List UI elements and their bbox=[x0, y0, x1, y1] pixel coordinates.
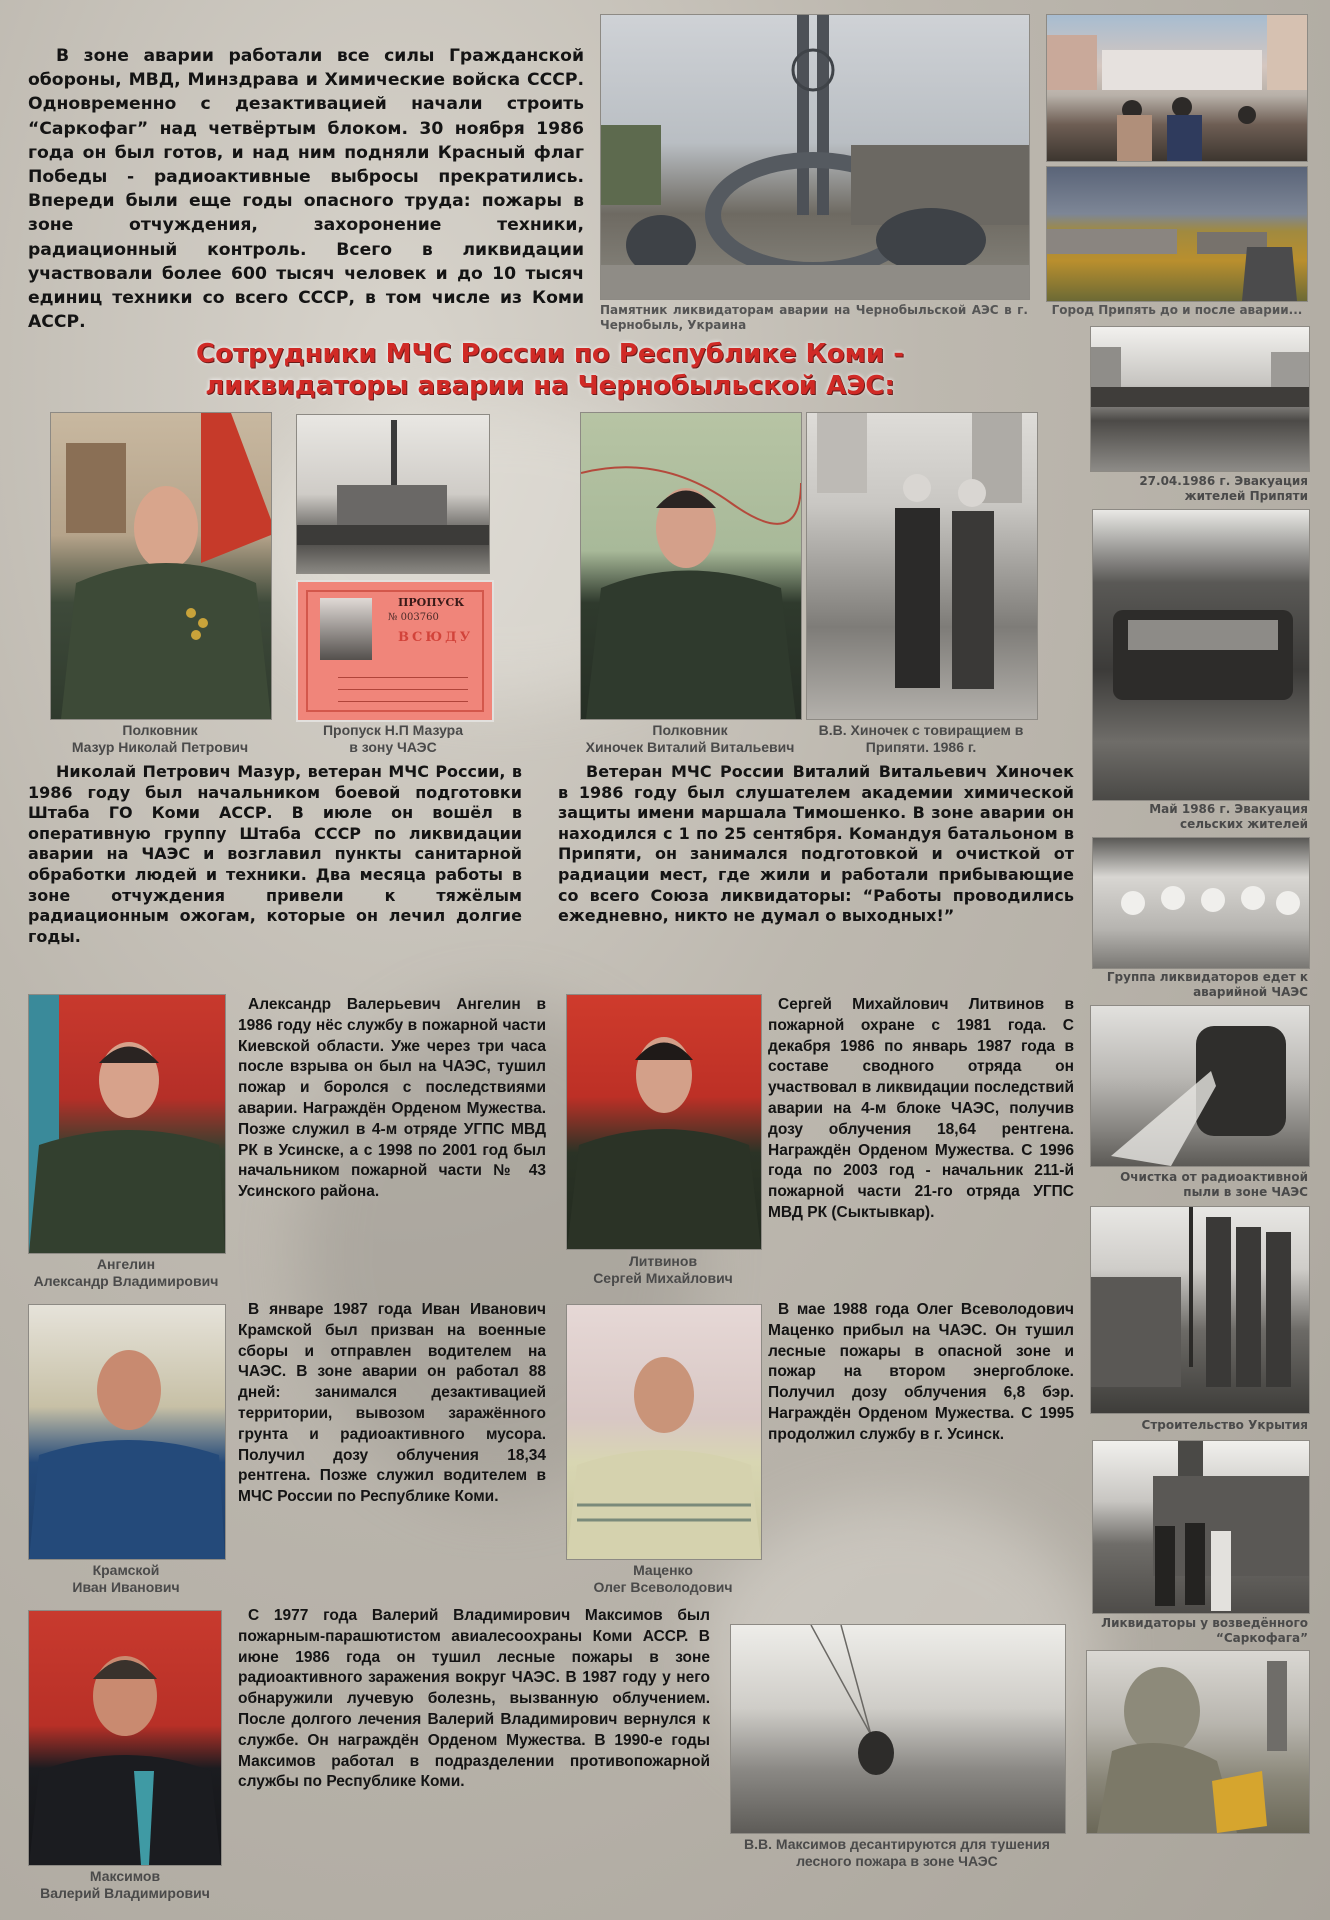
khinochek-comrade-photo bbox=[806, 412, 1038, 720]
parachute-caption-line-1: В.В. Максимов десантируются для тушения bbox=[744, 1836, 1050, 1852]
pripyat-aerial-illustration bbox=[1047, 167, 1307, 301]
mazur-rank: Полковник bbox=[122, 722, 198, 738]
pass-caption-line-1: Пропуск Н.П Мазура bbox=[322, 722, 464, 738]
gasmask-illustration bbox=[1087, 1651, 1309, 1833]
litvinov-name: Сергей Михайлович bbox=[593, 1270, 733, 1286]
khinochek-caption bbox=[580, 722, 800, 756]
parachute-caption-line-2: лесного пожара в зоне ЧАЭС bbox=[796, 1853, 998, 1869]
mazur-name: Мазур Николай Петрович bbox=[71, 739, 249, 755]
side-caption-1: 27.04.1986 г. Эвакуация жителей Припяти bbox=[1139, 474, 1308, 503]
kramskoy-surname: Крамской bbox=[92, 1562, 160, 1578]
section-title bbox=[150, 338, 950, 402]
khinochek-portrait bbox=[580, 412, 802, 720]
intro-paragraph bbox=[28, 44, 584, 334]
litvinov-surname: Литвинов bbox=[628, 1253, 698, 1269]
side-photo-sarcophagus bbox=[1092, 1440, 1310, 1614]
maksimov-caption bbox=[20, 1868, 230, 1902]
litvinov-bio-text: Сергей Михайлович Литвинов в пожарной охране с 1981 года. С декабря 1986 по январь 1987 года в составе сводного отряда он участвовал в ликвидации последствий аварии на 4-м блоке ЧАЭС, получив дозу облучения 18,64 рентгена. Награждён Орденом Мужества. С 1996 года по 2003 год - начальник 211-й пожарной части 21-го отряда УГПС МВД РК (Сыктывкар). bbox=[768, 996, 1074, 1221]
evacuation-illustration bbox=[1091, 327, 1309, 471]
khinochek-name: Хиночек Виталий Витальевич bbox=[585, 739, 795, 755]
kramskoy-bio-text: В январе 1987 года Иван Иванович Крамской был призван на военные сборы и отправлен водителем на ЧАЭС. В зоне аварии он работал 88 дней: занимался дезактивацией территории, вывозом заражённого грунта и радиоактивного мусора. Получил дозу облучения 18,34 рентгена. Позже служил водителем в МЧС России по Республике Коми. bbox=[238, 1301, 546, 1506]
angelin-illustration bbox=[29, 995, 225, 1253]
side-photo-rural-evacuation bbox=[1092, 509, 1310, 801]
matsenko-illustration bbox=[567, 1305, 761, 1559]
side-caption-5: Строительство Укрытия bbox=[1141, 1418, 1308, 1432]
parachute-caption bbox=[720, 1836, 1074, 1870]
matsenko-bio-text: В мае 1988 года Олег Всеволодович Маценко прибыл на ЧАЭС. Он тушил лесные пожары в опасной зоне и пожар на втором энергоблоке. Получил дозу облучения 6,8 бэр. Награждён Орденом Мужества. С 1995 продолжил службу в г. Усинск. bbox=[768, 1301, 1074, 1443]
side-caption-3: Группа ликвидаторов едет к аварийной ЧАЭС bbox=[1106, 970, 1308, 999]
litvinov-portrait bbox=[566, 994, 762, 1250]
pripyat-caption: Город Припять до и после аварии... bbox=[1051, 303, 1303, 317]
khinochek-comrade-caption bbox=[806, 722, 1036, 756]
matsenko-surname: Маценко bbox=[633, 1562, 693, 1578]
pass-photo bbox=[320, 598, 372, 660]
mazur-bio bbox=[28, 762, 522, 947]
mazur-caption bbox=[50, 722, 270, 756]
sarcophagus-illustration bbox=[1093, 1441, 1309, 1613]
matsenko-name: Олег Всеволодович bbox=[593, 1579, 733, 1595]
pripyat-after-photo bbox=[1046, 166, 1308, 302]
kramskoy-portrait bbox=[28, 1304, 226, 1560]
side-caption-6: Ликвидаторы у возведённого “Саркофага” bbox=[1101, 1616, 1308, 1645]
kramskoy-illustration bbox=[29, 1305, 225, 1559]
comrade-caption-line-2: Припяти. 1986 г. bbox=[865, 739, 977, 755]
parachutist-illustration bbox=[731, 1625, 1065, 1833]
khinochek-bio bbox=[558, 762, 1074, 927]
intro-text: В зоне аварии работали все силы Гражданской обороны, МВД, Минздрава и Химические войска СССР. Одновременно с дезактивацией начали строить “Саркофаг” над четвёртым блоком. 30 ноября 1986 года он был готов, и над ним подняли Красный флаг Победы - радиоактивные выбросы прекратились. Впереди были еще годы опасного труда: пожары в зоне отчуждения, захоронение техники, радиационный контроль. Всего в ликвидации участвовали более 600 тысяч человек и до 10 тысяч единиц техники со всего СССР, в том числе из Коми АССР. bbox=[28, 46, 584, 333]
litvinov-caption bbox=[560, 1253, 766, 1287]
khinochek-illustration bbox=[581, 413, 801, 719]
bus-illustration bbox=[1093, 510, 1309, 800]
pass-stamp: ВСЮДУ bbox=[398, 630, 474, 645]
reactor-illustration bbox=[297, 415, 489, 573]
side-photo-evacuation-pripyat bbox=[1090, 326, 1310, 472]
maksimov-surname: Максимов bbox=[89, 1868, 161, 1884]
liquidators-group-illustration bbox=[1093, 838, 1309, 968]
mazur-portrait bbox=[50, 412, 272, 720]
litvinov-bio bbox=[768, 995, 1074, 1224]
maksimov-bio bbox=[238, 1606, 710, 1793]
side-photo-gasmask bbox=[1086, 1650, 1310, 1834]
monument-photo bbox=[600, 14, 1030, 300]
maksimov-name: Валерий Владимирович bbox=[40, 1885, 210, 1901]
pass-card bbox=[296, 580, 494, 722]
pass-caption bbox=[296, 722, 490, 756]
matsenko-caption bbox=[560, 1562, 766, 1596]
angelin-bio bbox=[238, 995, 546, 1203]
monument-caption: Памятник ликвидаторам аварии на Чернобыльской АЭС в г. Чернобыль, Украина bbox=[600, 303, 1028, 332]
khinochek-bio-text: Ветеран МЧС России Виталий Витальевич Хиночек в 1986 году был слушателем академии химической защиты имени маршала Тимошенко. В зоне аварии он находился с 1 по 25 сентября. Командуя батальоном в Припяти, он занимался подготовкой и очисткой от радиации мест, где жили и работали прибывающие со всего Союза ликвидаторы: “Работы проводились ежедневно, никто не думал о выходных!” bbox=[558, 762, 1074, 926]
matsenko-bio bbox=[768, 1300, 1074, 1446]
mazur-bio-text: Николай Петрович Мазур, ветеран МЧС России, в 1986 году был начальником боевой подготовки Штаба ГО Коми АССР. В июле он вошёл в оперативную группу Штаба СССР по ликвидации аварии на ЧАЭС и возглавил пункты санитарной обработки людей и техники. Два месяца работы в зоне отчуждения привели к тяжёлым радиационным ожогам, которые он лечил долгие годы. bbox=[28, 762, 522, 946]
angelin-name: Александр Владимирович bbox=[33, 1273, 219, 1289]
side-caption-4: Очистка от радиоактивной пыли в зоне ЧАЭС bbox=[1120, 1170, 1308, 1199]
truck-spray-illustration bbox=[1091, 1006, 1309, 1166]
side-photo-liquidators-bus bbox=[1092, 837, 1310, 969]
side-photo-decontamination bbox=[1090, 1005, 1310, 1167]
matsenko-portrait bbox=[566, 1304, 762, 1560]
maksimov-illustration bbox=[29, 1611, 221, 1865]
angelin-portrait bbox=[28, 994, 226, 1254]
angelin-surname: Ангелин bbox=[96, 1256, 156, 1272]
maksimov-bio-text: С 1977 года Валерий Владимирович Максимов был пожарным-парашютистом авиалесоохраны Коми АССР. В июне 1986 года он тушил лесные пожары в зоне радиоактивного заражения вокруг ЧАЭС. В 1987 году у него обнаружили лучевую болезнь, вызванную облучением. После долгого лечения Валерий Владимирович вернулся к службе. Он награждён Орденом Мужества. В 1990-е годы Максимов работал в подразделении противопожарной службы по Республике Коми. bbox=[238, 1607, 710, 1791]
maksimov-portrait bbox=[28, 1610, 222, 1866]
litvinov-illustration bbox=[567, 995, 761, 1249]
kramskoy-caption bbox=[28, 1562, 224, 1596]
parachute-photo bbox=[730, 1624, 1066, 1834]
title-line-1: Сотрудники МЧС России по Республике Коми - bbox=[196, 339, 904, 369]
angelin-caption bbox=[20, 1256, 232, 1290]
kramskoy-name: Иван Иванович bbox=[72, 1579, 180, 1595]
pass-caption-line-2: в зону ЧАЭС bbox=[349, 739, 437, 755]
pripyat-before-photo bbox=[1046, 14, 1308, 162]
monument-illustration bbox=[601, 15, 1029, 299]
comrade-caption-line-1: В.В. Хиночек с товиращием в bbox=[818, 722, 1024, 738]
title-line-2: ликвидаторы аварии на Чернобыльской АЭС: bbox=[205, 371, 895, 401]
pass-number: № 003760 bbox=[388, 612, 439, 623]
side-caption-2: Май 1986 г. Эвакуация сельских жителей bbox=[1149, 802, 1308, 831]
kramskoy-bio bbox=[238, 1300, 546, 1508]
side-photo-shelter-construction bbox=[1090, 1206, 1310, 1414]
khinochek-rank: Полковник bbox=[652, 722, 728, 738]
mazur-illustration bbox=[51, 413, 271, 719]
pripyat-crowd-illustration bbox=[1047, 15, 1307, 161]
construction-illustration bbox=[1091, 1207, 1309, 1413]
angelin-bio-text: Александр Валерьевич Ангелин в 1986 году нёс службу в пожарной части Киевской области. Уже через три часа после взрыва он был на ЧАЭС, тушил пожар и боролся с последствиями аварии. Награждён Орденом Мужества. Позже служил в 4-м отряде УГПС МВД РК в Усинске, а с 1998 по 2001 год был начальником пожарной части № 43 Усинского района. bbox=[238, 996, 546, 1201]
reactor-historic-photo bbox=[296, 414, 490, 574]
comrades-illustration bbox=[807, 413, 1037, 719]
pass-header: ПРОПУСК bbox=[398, 596, 465, 609]
